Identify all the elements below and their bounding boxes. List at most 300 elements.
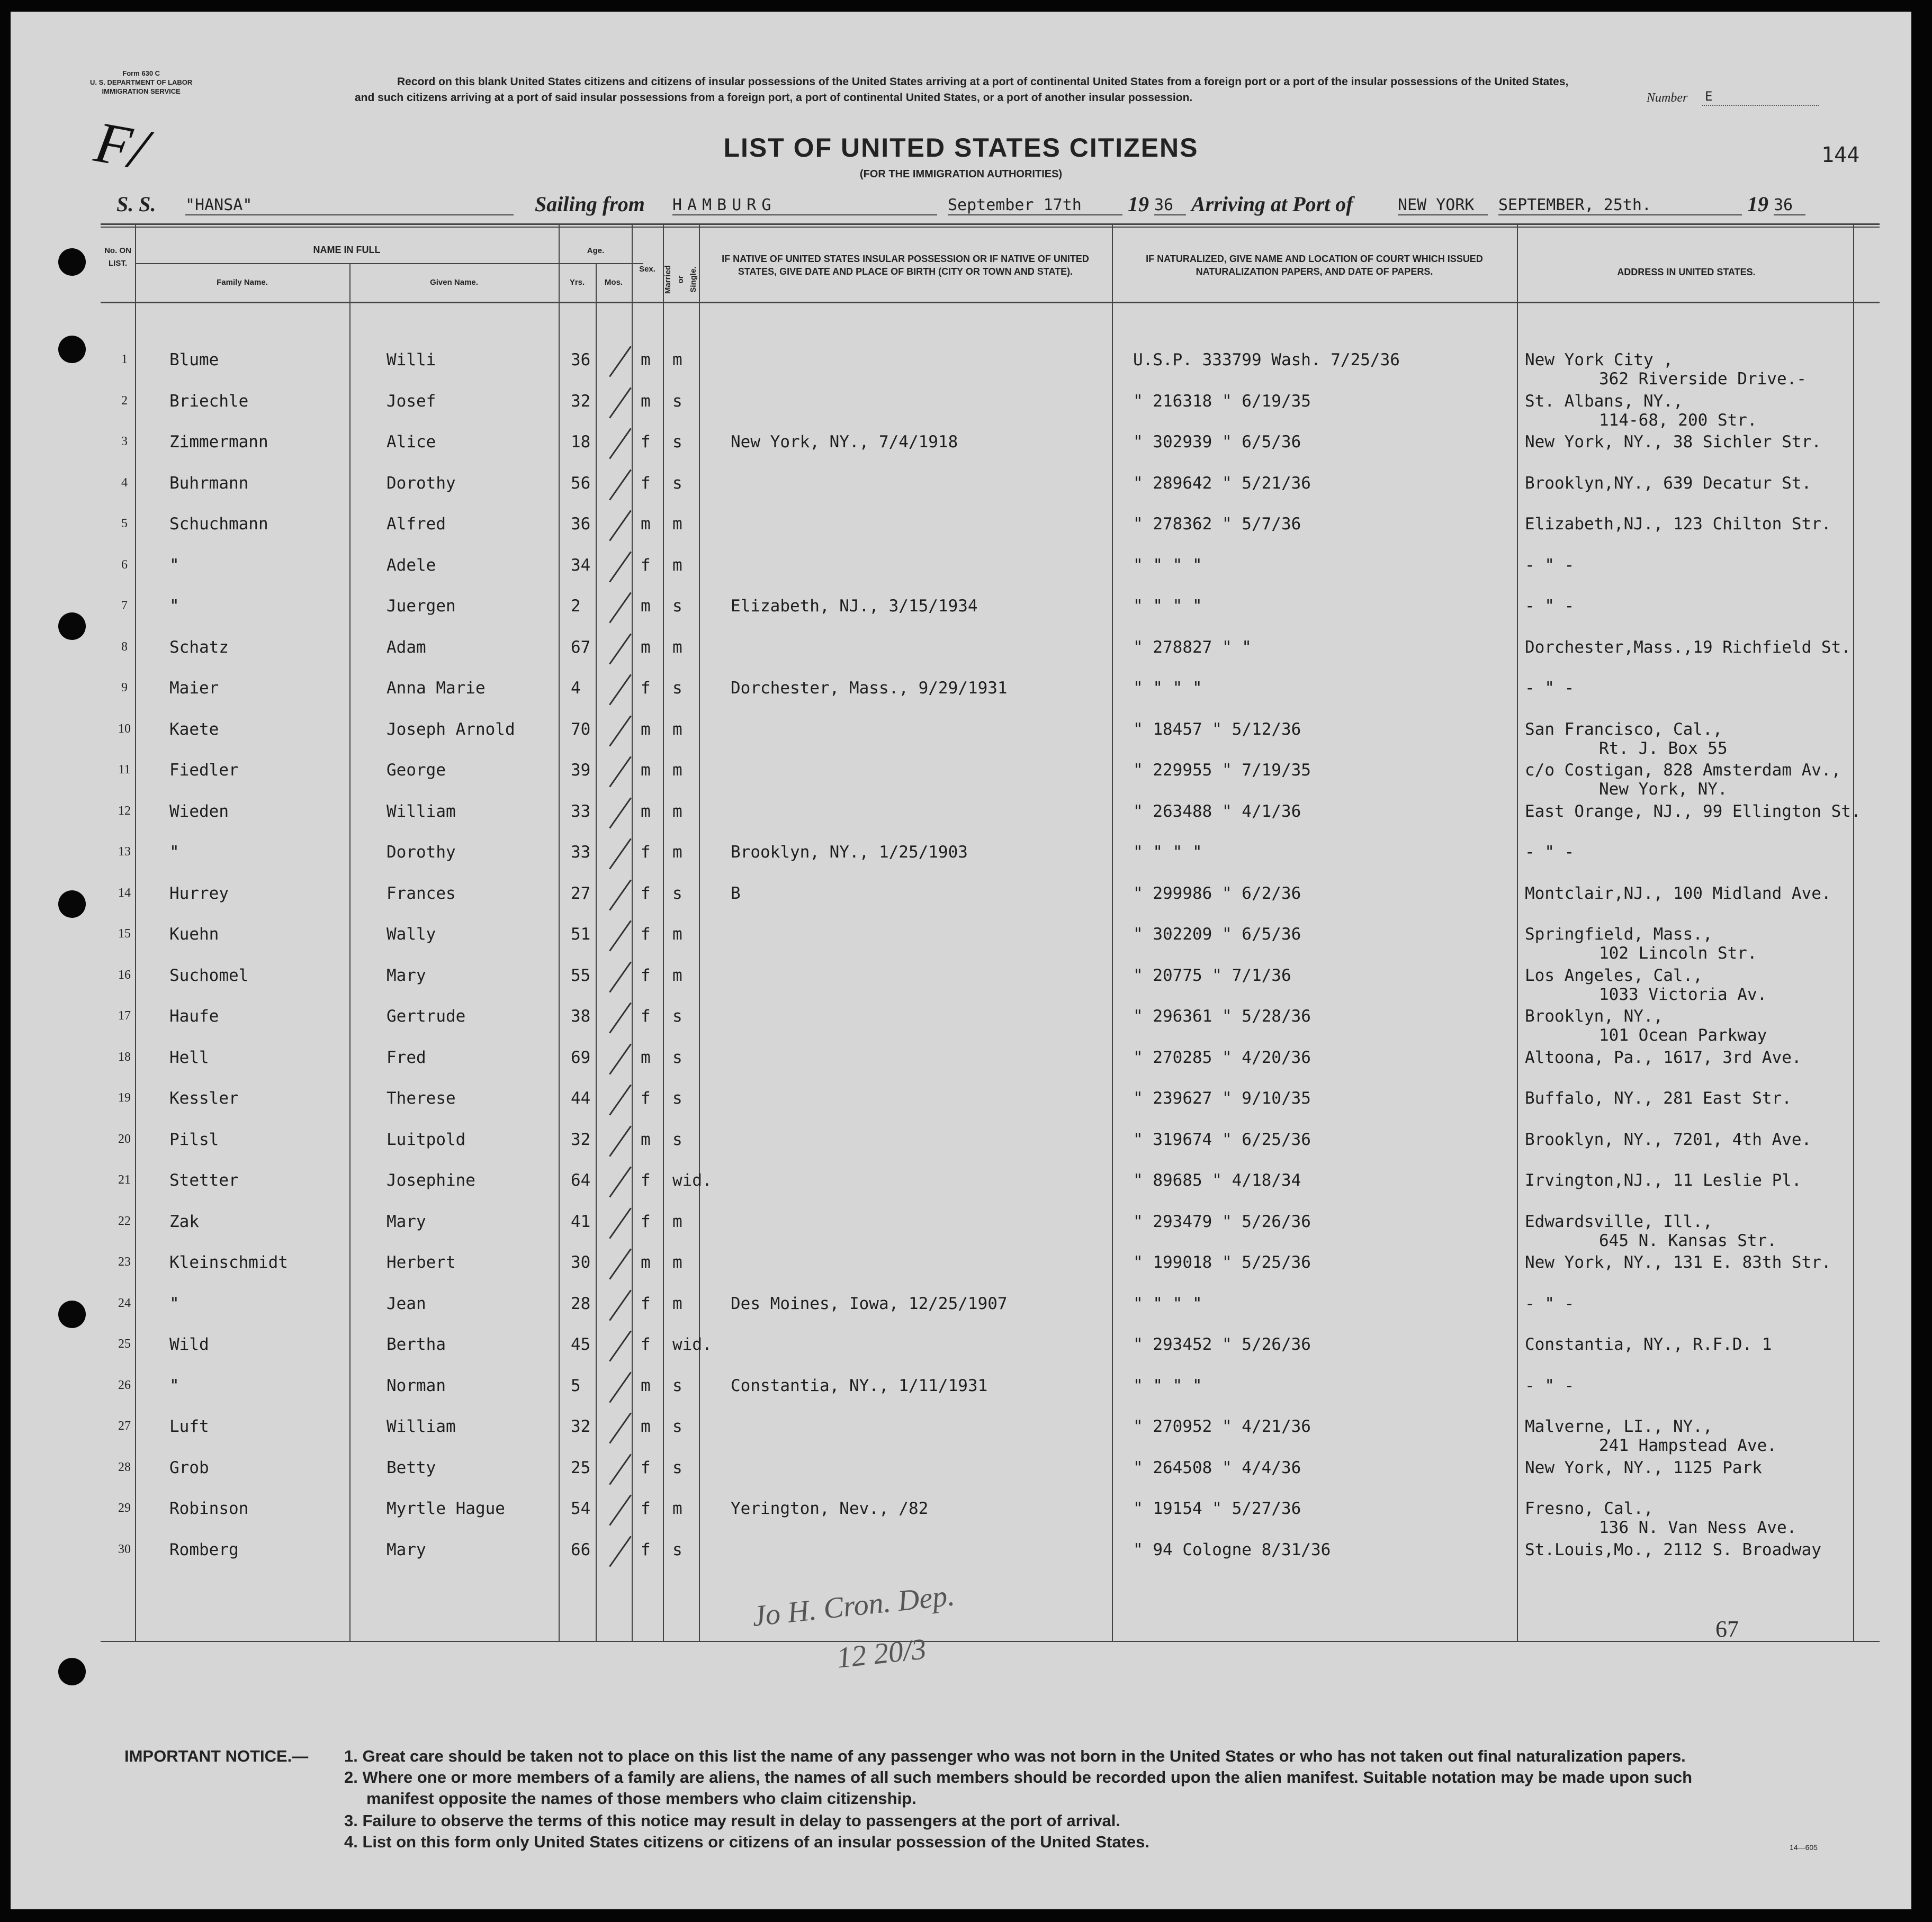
check-mark bbox=[609, 428, 632, 459]
naturalization-cell: " 302939 " 6/5/36 bbox=[1133, 432, 1301, 452]
age-cell: 33 bbox=[571, 843, 591, 862]
service-name: IMMIGRATION SERVICE bbox=[102, 87, 181, 95]
header-sex: Sex. bbox=[639, 265, 655, 274]
sex-cell: m bbox=[641, 801, 651, 821]
given-name-cell: Wally bbox=[387, 925, 436, 944]
marital-status-cell: m bbox=[672, 843, 682, 862]
marital-status-cell: s bbox=[672, 1007, 682, 1026]
given-name-cell: Alice bbox=[387, 432, 436, 452]
naturalization-cell: " 199018 " 5/25/36 bbox=[1133, 1253, 1311, 1272]
row-number-cell: 22 bbox=[118, 1214, 131, 1228]
sex-cell: f bbox=[641, 555, 651, 575]
family-name-cell: Wieden bbox=[169, 801, 229, 821]
family-name-cell: Maier bbox=[169, 679, 219, 698]
marital-status-cell: m bbox=[672, 555, 682, 575]
sex-cell: f bbox=[641, 965, 651, 985]
address-cell: - " - bbox=[1525, 555, 1575, 575]
check-mark bbox=[609, 1289, 632, 1321]
punch-hole bbox=[58, 336, 86, 363]
punch-hole bbox=[58, 1658, 86, 1685]
sex-cell: f bbox=[641, 679, 651, 698]
sex-cell: m bbox=[641, 350, 651, 369]
given-name-cell: Gertrude bbox=[387, 1007, 466, 1026]
sex-cell: f bbox=[641, 1089, 651, 1108]
family-name-cell: Blume bbox=[169, 350, 219, 369]
address-line-2-cell: 645 N. Kansas Str. bbox=[1599, 1231, 1777, 1250]
naturalization-cell: " 94 Cologne 8/31/36 bbox=[1133, 1540, 1331, 1559]
marital-status-cell: s bbox=[672, 1130, 682, 1149]
check-mark bbox=[609, 879, 632, 910]
naturalization-cell: " 20775 " 7/1/36 bbox=[1133, 965, 1291, 985]
family-name-cell: " bbox=[169, 555, 179, 575]
row-number-cell: 23 bbox=[118, 1255, 131, 1269]
family-name-cell: Kuehn bbox=[169, 925, 219, 944]
given-name-cell: Bertha bbox=[387, 1335, 446, 1354]
given-name-cell: Juergen bbox=[387, 597, 456, 616]
marital-status-cell: s bbox=[672, 391, 682, 411]
marital-status-cell: m bbox=[672, 1212, 682, 1231]
port-from: HAMBURG bbox=[672, 196, 937, 215]
given-name-cell: Joseph Arnold bbox=[387, 719, 515, 739]
naturalization-cell: " 216318 " 6/19/35 bbox=[1133, 391, 1311, 411]
department-name: U. S. DEPARTMENT OF LABOR bbox=[90, 78, 193, 86]
marital-status-cell: s bbox=[672, 1048, 682, 1067]
naturalization-cell: " 229955 " 7/19/35 bbox=[1133, 761, 1311, 780]
age-cell: 28 bbox=[571, 1294, 591, 1313]
sex-cell: m bbox=[641, 1048, 651, 1067]
given-name-cell: Mary bbox=[387, 1540, 426, 1559]
age-cell: 30 bbox=[571, 1253, 591, 1272]
given-name-cell: Mary bbox=[387, 1212, 426, 1231]
sex-cell: f bbox=[641, 473, 651, 493]
marital-status-cell: s bbox=[672, 1376, 682, 1395]
number-value: E bbox=[1705, 89, 1713, 104]
address-cell: St. Albans, NY., bbox=[1525, 391, 1683, 411]
address-cell: Elizabeth,NJ., 123 Chilton Str. bbox=[1525, 515, 1831, 534]
sex-cell: f bbox=[641, 1212, 651, 1231]
address-cell: Fresno, Cal., bbox=[1525, 1499, 1654, 1518]
family-name-cell: Kessler bbox=[169, 1089, 239, 1108]
age-cell: 64 bbox=[571, 1171, 591, 1190]
naturalization-cell: " " " " bbox=[1133, 1294, 1202, 1313]
age-cell: 36 bbox=[571, 350, 591, 369]
check-mark bbox=[609, 1371, 632, 1403]
age-cell: 55 bbox=[571, 965, 591, 985]
sex-cell: f bbox=[641, 1540, 651, 1559]
family-name-cell: " bbox=[169, 597, 179, 616]
sex-cell: f bbox=[641, 432, 651, 452]
check-mark bbox=[609, 1454, 632, 1485]
naturalization-cell: " 278362 " 5/7/36 bbox=[1133, 515, 1301, 534]
address-cell: East Orange, NJ., 99 Ellington St. bbox=[1525, 801, 1861, 821]
address-cell: Malverne, LI., NY., bbox=[1525, 1417, 1713, 1436]
sex-cell: m bbox=[641, 1130, 651, 1149]
birth-place-cell: Des Moines, Iowa, 12/25/1907 bbox=[731, 1294, 1008, 1313]
sailing-year-prefix: 19 bbox=[1128, 192, 1149, 216]
address-cell: Brooklyn,NY., 639 Decatur St. bbox=[1525, 473, 1812, 493]
header-given-name: Given Name. bbox=[430, 278, 478, 287]
address-cell: St.Louis,Mo., 2112 S. Broadway bbox=[1525, 1540, 1821, 1559]
table-header-rule bbox=[101, 302, 1880, 303]
age-cell: 32 bbox=[571, 1417, 591, 1436]
ship-name: "HANSA" bbox=[185, 196, 514, 215]
header-married-single: Married or Single. bbox=[663, 265, 698, 294]
page-number: 144 bbox=[1821, 143, 1860, 167]
row-number-cell: 7 bbox=[121, 599, 128, 612]
age-cell: 54 bbox=[571, 1499, 591, 1518]
footer-code: 14—605 bbox=[1790, 1843, 1818, 1852]
check-mark bbox=[609, 1412, 632, 1443]
given-name-cell: Therese bbox=[387, 1089, 456, 1108]
address-cell: San Francisco, Cal., bbox=[1525, 719, 1723, 739]
marital-status-cell: m bbox=[672, 761, 682, 780]
header-age: Age. bbox=[587, 246, 605, 255]
naturalization-cell: " 319674 " 6/25/36 bbox=[1133, 1130, 1311, 1149]
form-identifier bbox=[90, 69, 192, 96]
notice-label: IMPORTANT NOTICE.— bbox=[124, 1747, 309, 1765]
birth-place-cell: B bbox=[731, 883, 741, 903]
sex-cell: f bbox=[641, 1458, 651, 1477]
address-cell: Montclair,NJ., 100 Midland Ave. bbox=[1525, 883, 1831, 903]
arrival-year: 36 bbox=[1774, 196, 1805, 215]
address-cell: c/o Costigan, 828 Amsterdam Av., bbox=[1525, 761, 1841, 780]
naturalization-cell: " 270952 " 4/21/36 bbox=[1133, 1417, 1311, 1436]
naturalization-cell: " 299986 " 6/2/36 bbox=[1133, 883, 1301, 903]
age-cell: 18 bbox=[571, 432, 591, 452]
age-cell: 44 bbox=[571, 1089, 591, 1108]
sailing-from-label: Sailing from bbox=[535, 192, 645, 216]
check-mark bbox=[609, 1494, 632, 1526]
address-cell: Springfield, Mass., bbox=[1525, 925, 1713, 944]
age-cell: 25 bbox=[571, 1458, 591, 1477]
given-name-cell: Myrtle Hague bbox=[387, 1499, 505, 1518]
row-number-cell: 9 bbox=[121, 681, 128, 694]
col-divider-sex bbox=[663, 223, 664, 1642]
row-number-cell: 3 bbox=[121, 435, 128, 448]
address-line-2-cell: Rt. J. Box 55 bbox=[1599, 738, 1728, 758]
check-mark bbox=[609, 1125, 632, 1157]
address-line-2-cell: 101 Ocean Parkway bbox=[1599, 1026, 1767, 1045]
address-cell: Irvington,NJ., 11 Leslie Pl. bbox=[1525, 1171, 1802, 1190]
age-cell: 36 bbox=[571, 515, 591, 534]
given-name-cell: Dorothy bbox=[387, 473, 456, 493]
family-name-cell: Schatz bbox=[169, 637, 229, 657]
given-name-cell: Josephine bbox=[387, 1171, 475, 1190]
age-cell: 39 bbox=[571, 761, 591, 780]
given-name-cell: Alfred bbox=[387, 515, 446, 534]
birth-place-cell: Brooklyn, NY., 1/25/1903 bbox=[731, 843, 968, 862]
arrival-date: SEPTEMBER, 25th. bbox=[1498, 196, 1742, 215]
notice-item-3: 3. Failure to observe the terms of this notice may result in delay to passengers at the port of arrival. bbox=[344, 1811, 1121, 1830]
marital-status-cell: s bbox=[672, 1540, 682, 1559]
age-cell: 32 bbox=[571, 1130, 591, 1149]
age-cell: 33 bbox=[571, 801, 591, 821]
row-number-cell: 20 bbox=[118, 1132, 131, 1146]
address-line-2-cell: 102 Lincoln Str. bbox=[1599, 944, 1757, 963]
address-line-2-cell: 136 N. Van Ness Ave. bbox=[1599, 1518, 1797, 1537]
family-name-cell: Buhrmann bbox=[169, 473, 249, 493]
marital-status-cell: m bbox=[672, 801, 682, 821]
table-top-rule-2 bbox=[101, 227, 1880, 228]
address-cell: Los Angeles, Cal., bbox=[1525, 965, 1703, 985]
age-cell: 67 bbox=[571, 637, 591, 657]
sex-cell: m bbox=[641, 597, 651, 616]
naturalization-cell: " 19154 " 5/27/36 bbox=[1133, 1499, 1301, 1518]
family-name-cell: Luft bbox=[169, 1417, 209, 1436]
marital-status-cell: m bbox=[672, 965, 682, 985]
marital-status-cell: m bbox=[672, 1499, 682, 1518]
marital-status-cell: s bbox=[672, 1458, 682, 1477]
punch-hole bbox=[58, 890, 86, 918]
naturalization-cell: " " " " bbox=[1133, 555, 1202, 575]
given-name-cell: Adam bbox=[387, 637, 426, 657]
row-number-cell: 10 bbox=[118, 721, 131, 736]
address-cell: Brooklyn, NY., bbox=[1525, 1007, 1664, 1026]
page-title: LIST OF UNITED STATES CITIZENS bbox=[723, 133, 1199, 163]
port-to: NEW YORK bbox=[1398, 196, 1488, 215]
naturalization-cell: " 289642 " 5/21/36 bbox=[1133, 473, 1311, 493]
naturalization-cell: " 264508 " 4/4/36 bbox=[1133, 1458, 1301, 1477]
sex-cell: m bbox=[641, 719, 651, 739]
naturalization-cell: " 270285 " 4/20/36 bbox=[1133, 1048, 1311, 1067]
age-cell: 27 bbox=[571, 883, 591, 903]
sex-cell: m bbox=[641, 391, 651, 411]
sex-cell: f bbox=[641, 1335, 651, 1354]
family-name-cell: Hurrey bbox=[169, 883, 229, 903]
family-name-cell: Wild bbox=[169, 1335, 209, 1354]
notice-item-1: 1. Great care should be taken not to place on this list the name of any passenger who was not born in the United States or who has not taken out final naturalization papers. bbox=[344, 1747, 1686, 1765]
given-name-cell: Frances bbox=[387, 883, 456, 903]
row-number-cell: 5 bbox=[121, 517, 128, 530]
family-name-cell: Romberg bbox=[169, 1540, 239, 1559]
age-cell: 51 bbox=[571, 925, 591, 944]
table-top-rule bbox=[101, 223, 1880, 225]
age-cell: 56 bbox=[571, 473, 591, 493]
check-mark bbox=[609, 1084, 632, 1115]
notice-item-2: 2. Where one or more members of a family are aliens, the names of all such members should be recorded upon the alien manifest. Suitable notation may be made upon such bbox=[344, 1768, 1693, 1786]
address-cell: New York, NY., 1125 Park bbox=[1525, 1458, 1762, 1477]
row-number-cell: 12 bbox=[118, 804, 131, 818]
marital-status-cell: m bbox=[672, 1253, 682, 1272]
name-subheader-rule bbox=[135, 263, 569, 264]
check-mark bbox=[609, 633, 632, 664]
inspector-signature: Jo H. Cron. Dep. bbox=[750, 1579, 956, 1633]
given-name-cell: Dorothy bbox=[387, 843, 456, 862]
header-naturalized: IF NATURALIZED, GIVE NAME AND LOCATION OF COURT WHICH ISSUED NATURALIZATION PAPERS, AND DATE OF PAPERS. bbox=[1146, 254, 1483, 277]
family-name-cell: Kleinschmidt bbox=[169, 1253, 288, 1272]
given-name-cell: Adele bbox=[387, 555, 436, 575]
sex-cell: f bbox=[641, 883, 651, 903]
marital-status-cell: s bbox=[672, 883, 682, 903]
naturalization-cell: " 18457 " 5/12/36 bbox=[1133, 719, 1301, 739]
check-mark bbox=[609, 592, 632, 623]
address-cell: Altoona, Pa., 1617, 3rd Ave. bbox=[1525, 1048, 1802, 1067]
address-cell: Brooklyn, NY., 7201, 4th Ave. bbox=[1525, 1130, 1812, 1149]
marital-status-cell: m bbox=[672, 925, 682, 944]
number-label: Number bbox=[1647, 91, 1688, 105]
check-mark bbox=[609, 756, 632, 787]
age-cell: 41 bbox=[571, 1212, 591, 1231]
signature-date: 12 20/3 bbox=[835, 1632, 928, 1675]
age-cell: 4 bbox=[571, 679, 581, 698]
number-dotted-line bbox=[1702, 105, 1819, 106]
naturalization-cell: " " " " bbox=[1133, 843, 1202, 862]
marital-status-cell: m bbox=[672, 350, 682, 369]
ss-label: S. S. bbox=[116, 192, 156, 216]
birth-place-cell: Constantia, NY., 1/11/1931 bbox=[731, 1376, 988, 1395]
col-divider-address bbox=[1853, 223, 1854, 1642]
check-mark bbox=[609, 387, 632, 418]
age-cell: 70 bbox=[571, 719, 591, 739]
stamp-number: 67 bbox=[1715, 1616, 1739, 1642]
check-mark bbox=[609, 961, 632, 992]
row-number-cell: 4 bbox=[121, 475, 128, 490]
age-cell: 34 bbox=[571, 555, 591, 575]
naturalization-cell: " " " " bbox=[1133, 597, 1202, 616]
check-mark bbox=[609, 920, 632, 951]
check-mark bbox=[609, 551, 632, 582]
family-name-cell: Stetter bbox=[169, 1171, 239, 1190]
row-number-cell: 30 bbox=[118, 1542, 131, 1556]
row-number-cell: 8 bbox=[121, 639, 128, 654]
family-name-cell: Kaete bbox=[169, 719, 219, 739]
row-number-cell: 29 bbox=[118, 1501, 131, 1515]
header-native: IF NATIVE OF UNITED STATES INSULAR POSSESSION OR IF NATIVE OF UNITED STATES, GIVE DATE AND PLACE OF BIRTH (CITY OR TOWN AND STATE). bbox=[722, 254, 1089, 277]
birth-place-cell: Dorchester, Mass., 9/29/1931 bbox=[731, 679, 1008, 698]
check-mark bbox=[609, 1330, 632, 1361]
given-name-cell: Jean bbox=[387, 1294, 426, 1313]
marital-status-cell: m bbox=[672, 1294, 682, 1313]
punch-hole bbox=[58, 1301, 86, 1328]
naturalization-cell: " 296361 " 5/28/36 bbox=[1133, 1007, 1311, 1026]
naturalization-cell: " 89685 " 4/18/34 bbox=[1133, 1171, 1301, 1190]
sex-cell: f bbox=[641, 925, 651, 944]
age-cell: 32 bbox=[571, 391, 591, 411]
sailing-date: September 17th bbox=[948, 196, 1122, 215]
notice-item-4: 4. List on this form only United States citizens or citizens of an insular possession of the United States. bbox=[344, 1833, 1149, 1851]
address-line-2-cell: 241 Hampstead Ave. bbox=[1599, 1436, 1777, 1455]
arrival-year-prefix: 19 bbox=[1747, 192, 1768, 216]
marital-status-cell: m bbox=[672, 637, 682, 657]
row-number-cell: 17 bbox=[118, 1009, 131, 1023]
marital-status-cell: s bbox=[672, 473, 682, 493]
sex-cell: m bbox=[641, 1253, 651, 1272]
family-name-cell: Briechle bbox=[169, 391, 249, 411]
given-name-cell: Mary bbox=[387, 965, 426, 985]
row-number-cell: 24 bbox=[118, 1296, 131, 1310]
sex-cell: f bbox=[641, 1171, 651, 1190]
header-yrs: Yrs. bbox=[569, 278, 585, 287]
row-number-cell: 14 bbox=[118, 886, 131, 900]
punch-hole bbox=[58, 248, 86, 276]
col-divider-naturalized bbox=[1517, 223, 1518, 1642]
marital-status-cell: wid. bbox=[672, 1335, 712, 1354]
naturalization-cell: " " " " bbox=[1133, 1376, 1202, 1395]
address-line-2-cell: New York, NY. bbox=[1599, 780, 1728, 799]
address-cell: Edwardsville, Ill., bbox=[1525, 1212, 1713, 1231]
age-cell: 5 bbox=[571, 1376, 581, 1395]
row-number-cell: 16 bbox=[118, 968, 131, 982]
address-cell: New York City , bbox=[1525, 350, 1673, 369]
sex-cell: m bbox=[641, 1417, 651, 1436]
address-cell: - " - bbox=[1525, 597, 1575, 616]
row-number-cell: 18 bbox=[118, 1050, 131, 1064]
family-name-cell: " bbox=[169, 1376, 179, 1395]
naturalization-cell: " 239627 " 9/10/35 bbox=[1133, 1089, 1311, 1108]
sex-cell: f bbox=[641, 843, 651, 862]
check-mark bbox=[609, 346, 632, 377]
row-number-cell: 25 bbox=[118, 1337, 131, 1351]
row-number-cell: 15 bbox=[118, 927, 131, 941]
naturalization-cell: " 263488 " 4/1/36 bbox=[1133, 801, 1301, 821]
address-cell: - " - bbox=[1525, 679, 1575, 698]
address-line-2-cell: 114-68, 200 Str. bbox=[1599, 410, 1757, 430]
manifest-sheet bbox=[11, 12, 1911, 1909]
check-mark bbox=[609, 715, 632, 746]
marital-status-cell: s bbox=[672, 1417, 682, 1436]
age-cell: 66 bbox=[571, 1540, 591, 1559]
sailing-year: 36 bbox=[1154, 196, 1186, 215]
marital-status-cell: s bbox=[672, 679, 682, 698]
naturalization-cell: " 278827 " " bbox=[1133, 637, 1252, 657]
sex-cell: m bbox=[641, 637, 651, 657]
family-name-cell: Hell bbox=[169, 1048, 209, 1067]
given-name-cell: Luitpold bbox=[387, 1130, 466, 1149]
sex-cell: m bbox=[641, 515, 651, 534]
given-name-cell: Willi bbox=[387, 350, 436, 369]
col-divider-yrs bbox=[596, 264, 597, 1642]
header-mos: Mos. bbox=[604, 278, 623, 287]
given-name-cell: Betty bbox=[387, 1458, 436, 1477]
form-number: Form 630 C bbox=[122, 69, 160, 77]
family-name-cell: Zak bbox=[169, 1212, 199, 1231]
address-cell: - " - bbox=[1525, 843, 1575, 862]
address-cell: - " - bbox=[1525, 1376, 1575, 1395]
family-name-cell: Schuchmann bbox=[169, 515, 268, 534]
given-name-cell: Anna Marie bbox=[387, 679, 486, 698]
given-name-cell: William bbox=[387, 1417, 456, 1436]
naturalization-cell: " 293479 " 5/26/36 bbox=[1133, 1212, 1311, 1231]
marital-status-cell: s bbox=[672, 432, 682, 452]
check-mark bbox=[609, 797, 632, 828]
arriving-label: Arriving at Port of bbox=[1191, 192, 1353, 216]
check-mark bbox=[609, 510, 632, 541]
row-number-cell: 26 bbox=[118, 1378, 131, 1392]
family-name-cell: " bbox=[169, 1294, 179, 1313]
given-name-cell: Fred bbox=[387, 1048, 426, 1067]
birth-place-cell: Elizabeth, NJ., 3/15/1934 bbox=[731, 597, 978, 616]
given-name-cell: Josef bbox=[387, 391, 436, 411]
row-number-cell: 11 bbox=[118, 763, 131, 777]
check-mark bbox=[609, 674, 632, 705]
col-divider-mos bbox=[632, 223, 633, 1642]
punch-hole bbox=[58, 612, 86, 640]
marital-status-cell: m bbox=[672, 719, 682, 739]
address-line-2-cell: 1033 Victoria Av. bbox=[1599, 985, 1767, 1004]
header-family-name: Family Name. bbox=[217, 278, 268, 287]
check-mark bbox=[609, 1002, 632, 1033]
table-bottom-rule bbox=[101, 1641, 1880, 1642]
sex-cell: f bbox=[641, 1294, 651, 1313]
given-name-cell: William bbox=[387, 801, 456, 821]
row-number-cell: 27 bbox=[118, 1419, 131, 1433]
address-cell: Constantia, NY., R.F.D. 1 bbox=[1525, 1335, 1772, 1354]
sex-cell: f bbox=[641, 1499, 651, 1518]
notice-item-2-cont: manifest opposite the names of those members who claim citizenship. bbox=[366, 1789, 916, 1808]
col-divider-native bbox=[1112, 223, 1113, 1642]
naturalization-cell: " 293452 " 5/26/36 bbox=[1133, 1335, 1311, 1354]
check-mark bbox=[609, 1166, 632, 1197]
